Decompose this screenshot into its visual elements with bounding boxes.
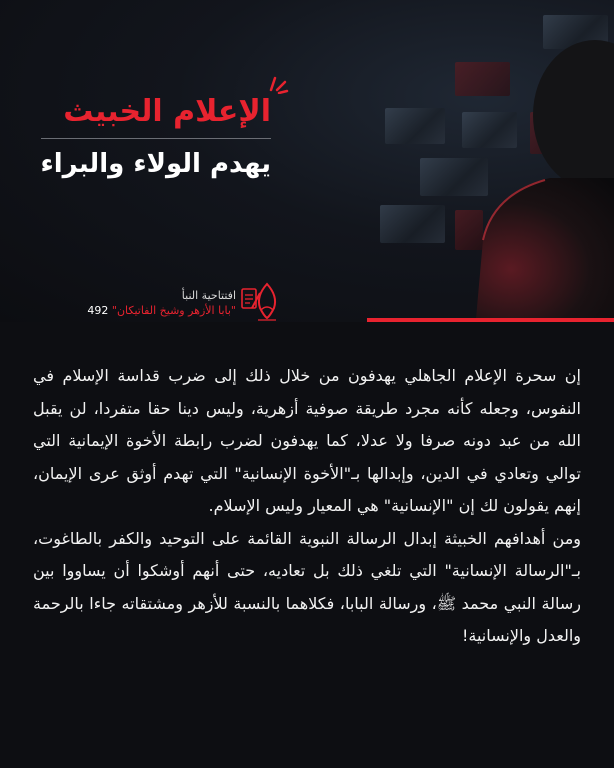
source-issue-number: 492 [87, 304, 109, 317]
source-caption [36, 288, 236, 318]
spark-icon [267, 72, 289, 94]
accent-bar [367, 318, 614, 322]
monitor-screen [380, 205, 445, 243]
monitor-screen [385, 108, 445, 144]
page-subtitle: يهدم الولاء والبراء [40, 149, 271, 179]
title-divider [41, 138, 271, 139]
article-paragraph: إن سحرة الإعلام الجاهلي يهدفون من خلال ذلك إلى ضرب قداسة الإسلام في النفوس، وجعله كأنه مجرد طريقة صوفية أزهرية، وليس دينا حقا متفردا، لن يقبل الله من عبد دونه صرفا ولا عدلا، كما يهدفون لضرب رابطة الأخوة الإيمانية التي توالي وتعادي في الدين، وإبدالها بـ"الأخوة الإنسانية" التي تهدم أوثق عرى الإيمان، إنهم يقولون لك إن "الإنسانية" هي المعيار وليس الإسلام. [33, 366, 581, 515]
source-series: افتتاحية النبأ [181, 289, 236, 302]
source-subject: "بابا الأزهر وشيخ الفاتيكان" [111, 304, 236, 317]
hooded-figure [455, 30, 614, 322]
article-body [33, 360, 581, 653]
document-pen-icon [240, 286, 262, 312]
title-block [11, 92, 271, 181]
page-title: الإعلام الخبيث [63, 94, 271, 129]
article-paragraph: ومن أهدافهم الخبيثة إبدال الرسالة النبوية القائمة على التوحيد والكفر بالطاغوت، بـ"الرسالة الإنسانية" التي تلغي ذلك بل تعاديه، حتى أنهم أوشكوا أن يساووا بين رسالة النبي محمد ﷺ، ورسالة البابا، فكلاهما بالنسبة للأزهر ومشتقاته جاءا بالرحمة والعدل والإنسانية! [33, 528, 581, 645]
